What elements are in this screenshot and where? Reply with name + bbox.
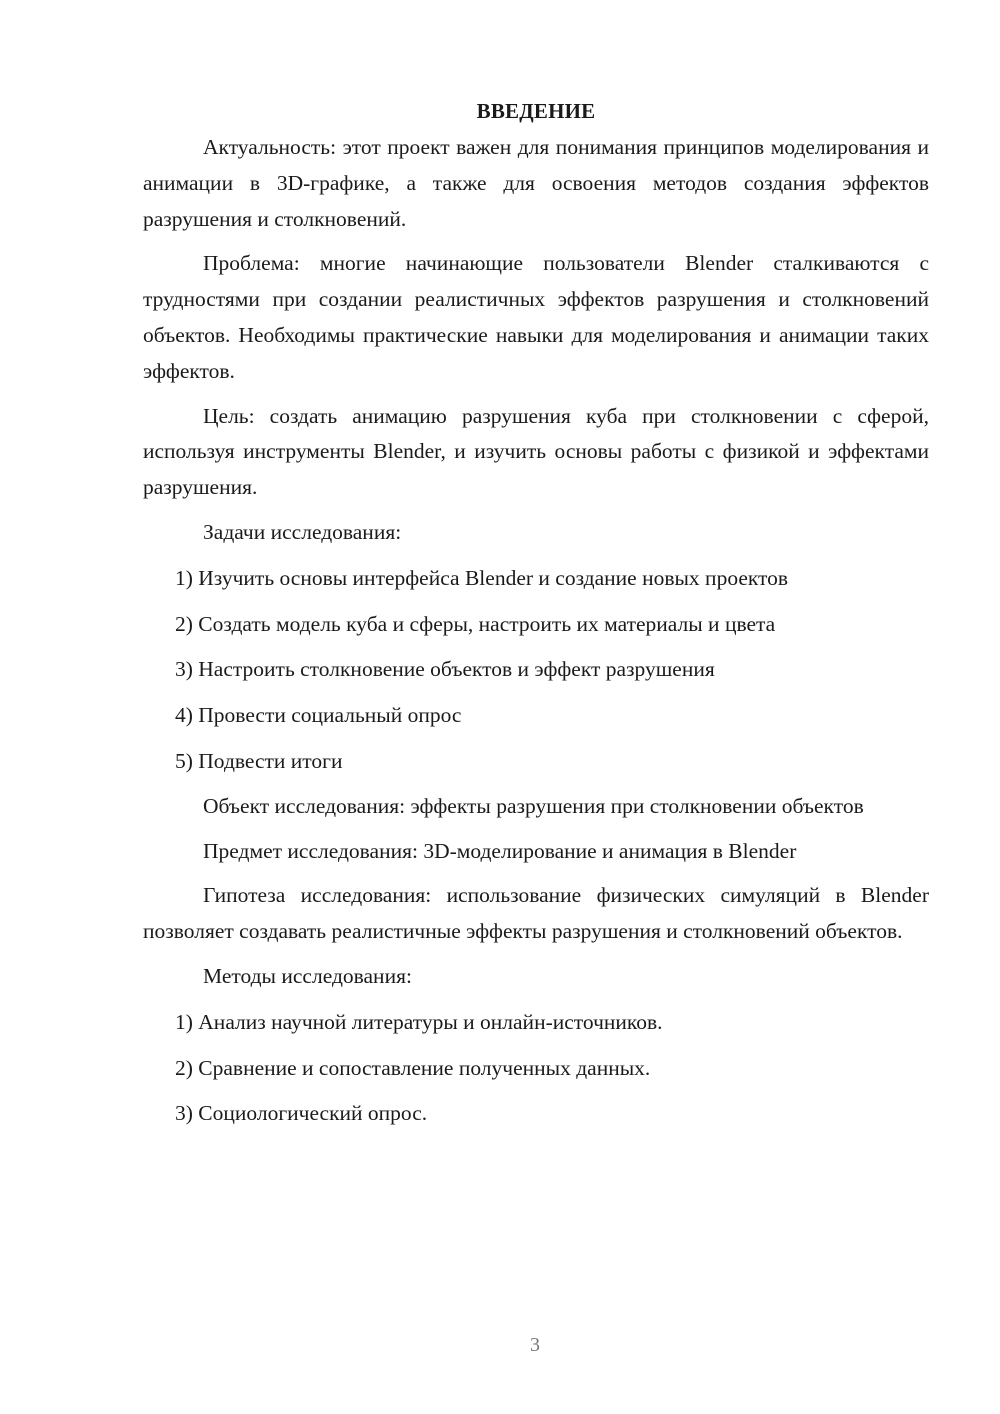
- task-item: 5) Подвести итоги: [175, 748, 343, 773]
- methods-heading: Методы исследования:: [203, 963, 412, 988]
- document-page: [143, 96, 929, 1132]
- method-item: 1) Анализ научной литературы и онлайн-источников.: [175, 1009, 663, 1034]
- task-item: 1) Изучить основы интерфейса Blender и создание новых проектов: [175, 565, 789, 590]
- task-item: 4) Провести социальный опрос: [175, 703, 462, 728]
- subject-paragraph: Предмет исследования: 3D-моделирование и анимация в Blender: [203, 838, 797, 863]
- hypothesis-paragraph: Гипотеза исследования: использование физических симуляций в Blender позволяет создавать реалистичные эффекты разрушения и столкновений объектов.: [143, 883, 929, 944]
- task-item: 3) Настроить столкновение объектов и эффект разрушения: [175, 657, 715, 682]
- method-item: 3) Социологический опрос.: [175, 1101, 428, 1126]
- page-number: 3: [530, 1334, 540, 1356]
- relevance-paragraph: Актуальность: этот проект важен для понимания принципов моделирования и анимации в 3D-графике, а также для освоения методов создания эффектов разрушения и столкновений.: [143, 135, 929, 231]
- problem-paragraph: Проблема: многие начинающие пользователи Blender сталкиваются с трудностями при создании реалистичных эффектов разрушения и столкновений объектов. Необходимы практические навыки для моделирования и анимации таких эффектов.: [143, 251, 929, 383]
- task-item: 2) Создать модель куба и сферы, настроить их материалы и цвета: [175, 611, 776, 636]
- goal-paragraph: Цель: создать анимацию разрушения куба при столкновении с сферой, используя инструменты Blender, и изучить основы работы с физикой и эффектами разрушения.: [143, 403, 929, 500]
- method-item: 2) Сравнение и сопоставление полученных данных.: [175, 1055, 651, 1080]
- object-paragraph: Объект исследования: эффекты разрушения при столкновении объектов: [203, 793, 864, 818]
- tasks-heading: Задачи исследования:: [203, 519, 402, 544]
- section-title: ВВЕДЕНИЕ: [476, 99, 596, 123]
